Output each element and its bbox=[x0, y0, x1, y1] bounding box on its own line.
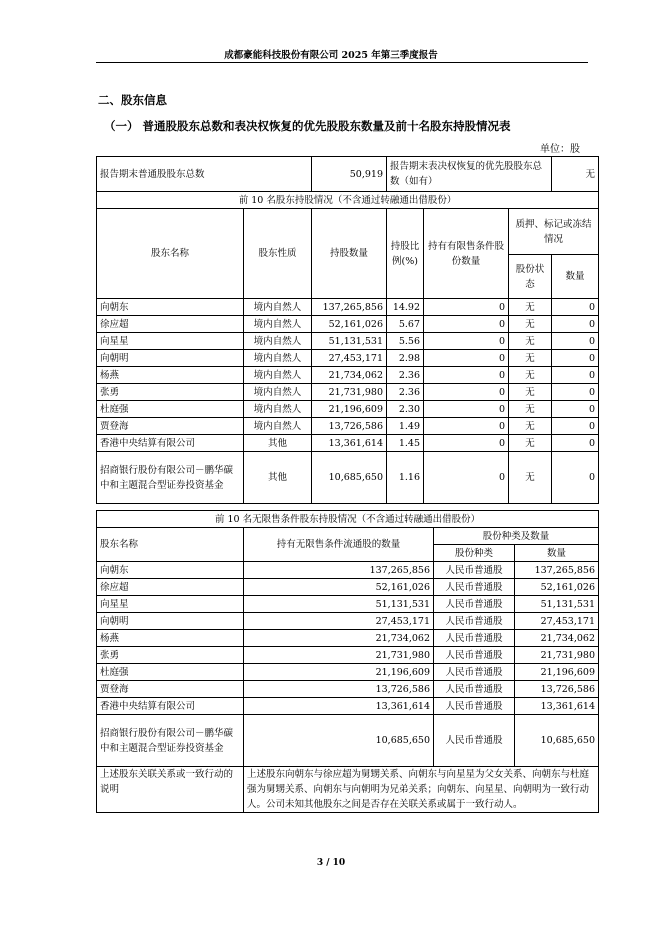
share-qty: 52,161,026 bbox=[515, 579, 599, 596]
restricted-shares: 0 bbox=[424, 299, 509, 316]
holding-ratio: 2.98 bbox=[387, 350, 424, 367]
shareholder-name: 向朝东 bbox=[97, 299, 244, 316]
shareholder-name: 徐应超 bbox=[97, 579, 244, 596]
shareholder-name: 向朝明 bbox=[97, 350, 244, 367]
table-row bbox=[97, 401, 599, 418]
table-row bbox=[97, 333, 599, 350]
table-row bbox=[97, 452, 599, 504]
table-row bbox=[97, 596, 599, 613]
page-header: 成都豪能科技股份有限公司 2025 年第三季度报告 bbox=[224, 50, 438, 61]
unit-label: 单位：股 bbox=[540, 144, 580, 155]
share-type: 人民币普通股 bbox=[434, 715, 515, 767]
share-type: 人民币普通股 bbox=[434, 698, 515, 715]
share-type: 人民币普通股 bbox=[434, 647, 515, 664]
shareholder-name: 向星星 bbox=[97, 596, 244, 613]
table-row bbox=[97, 715, 599, 767]
shareholder-name: 香港中央结算有限公司 bbox=[97, 698, 244, 715]
shareholders-table bbox=[96, 156, 599, 504]
pledge-qty: 0 bbox=[552, 367, 599, 384]
shareholder-name: 向星星 bbox=[97, 333, 244, 350]
relation-text: 上述股东向朝东与徐应超为舅甥关系、向朝东与向星星为父女关系、向朝东与杜庭强为舅甥关系、向朝东与向朝明为兄弟关系；向朝东、向星星、向朝明为一致行动人。公司未知其他股东之间是否存在关联关系或属于一致行动人。 bbox=[244, 767, 599, 813]
shareholder-nature: 境内自然人 bbox=[244, 299, 312, 316]
pledge-status: 无 bbox=[509, 401, 552, 418]
shareholder-nature: 其他 bbox=[244, 452, 312, 504]
table-row bbox=[97, 418, 599, 435]
holding-ratio: 1.45 bbox=[387, 435, 424, 452]
table-row bbox=[97, 698, 599, 715]
share-qty: 27,453,171 bbox=[515, 613, 599, 630]
table-row bbox=[97, 435, 599, 452]
shareholder-name: 张勇 bbox=[97, 647, 244, 664]
shares-held: 52,161,026 bbox=[312, 316, 387, 333]
pledge-status: 无 bbox=[509, 316, 552, 333]
shares-held: 21,734,062 bbox=[312, 367, 387, 384]
share-type: 人民币普通股 bbox=[434, 681, 515, 698]
pledge-status: 无 bbox=[509, 350, 552, 367]
unrestricted-shares: 13,726,586 bbox=[244, 681, 434, 698]
holding-ratio: 14.92 bbox=[387, 299, 424, 316]
shareholder-name: 贾登海 bbox=[97, 418, 244, 435]
pledge-status: 无 bbox=[509, 435, 552, 452]
restricted-shares: 0 bbox=[424, 333, 509, 350]
table-row bbox=[97, 299, 599, 316]
relation-label: 上述股东关联关系或一致行动的说明 bbox=[97, 767, 244, 813]
col-header-restricted: 持有有限售条件股份数量 bbox=[424, 209, 509, 299]
section-title: 二、股东信息 bbox=[98, 93, 167, 107]
total-holders-value: 50,919 bbox=[312, 157, 387, 192]
shareholder-name: 徐应超 bbox=[97, 316, 244, 333]
shareholder-nature: 境内自然人 bbox=[244, 418, 312, 435]
shareholder-name: 贾登海 bbox=[97, 681, 244, 698]
pledge-status: 无 bbox=[509, 299, 552, 316]
unrestricted-shares: 27,453,171 bbox=[244, 613, 434, 630]
col-header-shares: 持股数量 bbox=[312, 209, 387, 299]
share-type: 人民币普通股 bbox=[434, 562, 515, 579]
holding-ratio: 5.56 bbox=[387, 333, 424, 350]
shareholder-name: 向朝明 bbox=[97, 613, 244, 630]
shares-held: 13,361,614 bbox=[312, 435, 387, 452]
share-qty: 21,734,062 bbox=[515, 630, 599, 647]
table-row bbox=[97, 579, 599, 596]
table-row bbox=[97, 613, 599, 630]
header-divider bbox=[96, 62, 588, 63]
col-header-qty: 数量 bbox=[552, 255, 599, 299]
col-header-name: 股东名称 bbox=[97, 209, 244, 299]
shareholder-name: 招商银行股份有限公司－鹏华碳中和主题混合型证券投资基金 bbox=[97, 715, 244, 767]
share-qty: 13,361,614 bbox=[515, 698, 599, 715]
share-qty: 21,196,609 bbox=[515, 664, 599, 681]
pledge-qty: 0 bbox=[552, 435, 599, 452]
u-col-header-type: 股份种类 bbox=[434, 545, 515, 562]
shareholder-name: 杨燕 bbox=[97, 367, 244, 384]
u-col-header-shares: 持有无限售条件流通股的数量 bbox=[244, 528, 434, 562]
shares-held: 21,196,609 bbox=[312, 401, 387, 418]
col-header-ratio: 持股比例(%) bbox=[387, 209, 424, 299]
shareholder-name: 杜庭强 bbox=[97, 401, 244, 418]
holding-ratio: 1.16 bbox=[387, 452, 424, 504]
restricted-shares: 0 bbox=[424, 418, 509, 435]
pledge-status: 无 bbox=[509, 418, 552, 435]
table-row bbox=[97, 562, 599, 579]
unrestricted-shares: 21,196,609 bbox=[244, 664, 434, 681]
holding-ratio: 2.36 bbox=[387, 367, 424, 384]
holding-ratio: 1.49 bbox=[387, 418, 424, 435]
pledge-qty: 0 bbox=[552, 418, 599, 435]
table-row bbox=[97, 384, 599, 401]
restricted-shares: 0 bbox=[424, 316, 509, 333]
shareholder-name: 香港中央结算有限公司 bbox=[97, 435, 244, 452]
u-col-header-qty: 数量 bbox=[515, 545, 599, 562]
share-qty: 13,726,586 bbox=[515, 681, 599, 698]
shareholder-nature: 其他 bbox=[244, 435, 312, 452]
unrestricted-shares: 21,734,062 bbox=[244, 630, 434, 647]
shares-held: 137,265,856 bbox=[312, 299, 387, 316]
col-header-pledge: 质押、标记或冻结情况 bbox=[509, 209, 599, 255]
shares-held: 27,453,171 bbox=[312, 350, 387, 367]
restricted-shares: 0 bbox=[424, 452, 509, 504]
table-row bbox=[97, 647, 599, 664]
share-qty: 51,131,531 bbox=[515, 596, 599, 613]
shares-held: 10,685,650 bbox=[312, 452, 387, 504]
pledge-qty: 0 bbox=[552, 452, 599, 504]
shareholder-nature: 境内自然人 bbox=[244, 316, 312, 333]
shareholder-name: 招商银行股份有限公司－鹏华碳中和主题混合型证券投资基金 bbox=[97, 452, 244, 504]
holding-ratio: 5.67 bbox=[387, 316, 424, 333]
pledge-status: 无 bbox=[509, 384, 552, 401]
restricted-shares: 0 bbox=[424, 384, 509, 401]
shareholder-nature: 境内自然人 bbox=[244, 401, 312, 418]
pledge-status: 无 bbox=[509, 333, 552, 350]
shareholder-nature: 境内自然人 bbox=[244, 333, 312, 350]
unrestricted-shares: 13,361,614 bbox=[244, 698, 434, 715]
holding-ratio: 2.30 bbox=[387, 401, 424, 418]
shareholder-name: 向朝东 bbox=[97, 562, 244, 579]
restricted-shares: 0 bbox=[424, 350, 509, 367]
u-col-header-name: 股东名称 bbox=[97, 528, 244, 562]
holding-ratio: 2.36 bbox=[387, 384, 424, 401]
col-header-nature: 股东性质 bbox=[244, 209, 312, 299]
pledge-qty: 0 bbox=[552, 316, 599, 333]
table-row bbox=[97, 367, 599, 384]
pref-holders-label: 报告期末表决权恢复的优先股股东总数（如有） bbox=[387, 157, 552, 192]
pledge-qty: 0 bbox=[552, 401, 599, 418]
page-number: 3 / 10 bbox=[316, 858, 346, 868]
share-type: 人民币普通股 bbox=[434, 613, 515, 630]
shareholder-nature: 境内自然人 bbox=[244, 384, 312, 401]
unrestricted-shares: 137,265,856 bbox=[244, 562, 434, 579]
restricted-shares: 0 bbox=[424, 367, 509, 384]
table-row bbox=[97, 664, 599, 681]
pledge-status: 无 bbox=[509, 452, 552, 504]
share-qty: 10,685,650 bbox=[515, 715, 599, 767]
table-row bbox=[97, 630, 599, 647]
share-qty: 21,731,980 bbox=[515, 647, 599, 664]
restricted-shares: 0 bbox=[424, 435, 509, 452]
subsection-title: （一） 普通股股东总数和表决权恢复的优先股股东数量及前十名股东持股情况表 bbox=[104, 119, 511, 133]
share-qty: 137,265,856 bbox=[515, 562, 599, 579]
pledge-qty: 0 bbox=[552, 299, 599, 316]
unrestricted-shares: 51,131,531 bbox=[244, 596, 434, 613]
shares-held: 51,131,531 bbox=[312, 333, 387, 350]
share-type: 人民币普通股 bbox=[434, 664, 515, 681]
shareholder-name: 杜庭强 bbox=[97, 664, 244, 681]
col-header-status: 股份状态 bbox=[509, 255, 552, 299]
shareholder-nature: 境内自然人 bbox=[244, 367, 312, 384]
pledge-qty: 0 bbox=[552, 333, 599, 350]
shares-held: 21,731,980 bbox=[312, 384, 387, 401]
shares-held: 13,726,586 bbox=[312, 418, 387, 435]
restricted-shares: 0 bbox=[424, 401, 509, 418]
shareholder-name: 杨燕 bbox=[97, 630, 244, 647]
share-type: 人民币普通股 bbox=[434, 596, 515, 613]
unrestricted-shares: 10,685,650 bbox=[244, 715, 434, 767]
table-row bbox=[97, 681, 599, 698]
table-row bbox=[97, 316, 599, 333]
unrestricted-table bbox=[96, 510, 599, 813]
pledge-qty: 0 bbox=[552, 350, 599, 367]
unrestricted-title: 前 10 名无限售条件股东持股情况（不含通过转融通出借股份） bbox=[97, 511, 599, 528]
pref-holders-value: 无 bbox=[552, 157, 599, 192]
unrestricted-shares: 21,731,980 bbox=[244, 647, 434, 664]
pledge-qty: 0 bbox=[552, 384, 599, 401]
top10-title: 前 10 名股东持股情况（不含通过转融通出借股份） bbox=[97, 192, 599, 209]
share-type: 人民币普通股 bbox=[434, 579, 515, 596]
unrestricted-shares: 52,161,026 bbox=[244, 579, 434, 596]
pledge-status: 无 bbox=[509, 367, 552, 384]
table-row bbox=[97, 350, 599, 367]
share-type: 人民币普通股 bbox=[434, 630, 515, 647]
shareholder-nature: 境内自然人 bbox=[244, 350, 312, 367]
total-holders-label: 报告期末普通股股东总数 bbox=[97, 157, 312, 192]
shareholder-name: 张勇 bbox=[97, 384, 244, 401]
u-col-header-type-qty: 股份种类及数量 bbox=[434, 528, 599, 545]
